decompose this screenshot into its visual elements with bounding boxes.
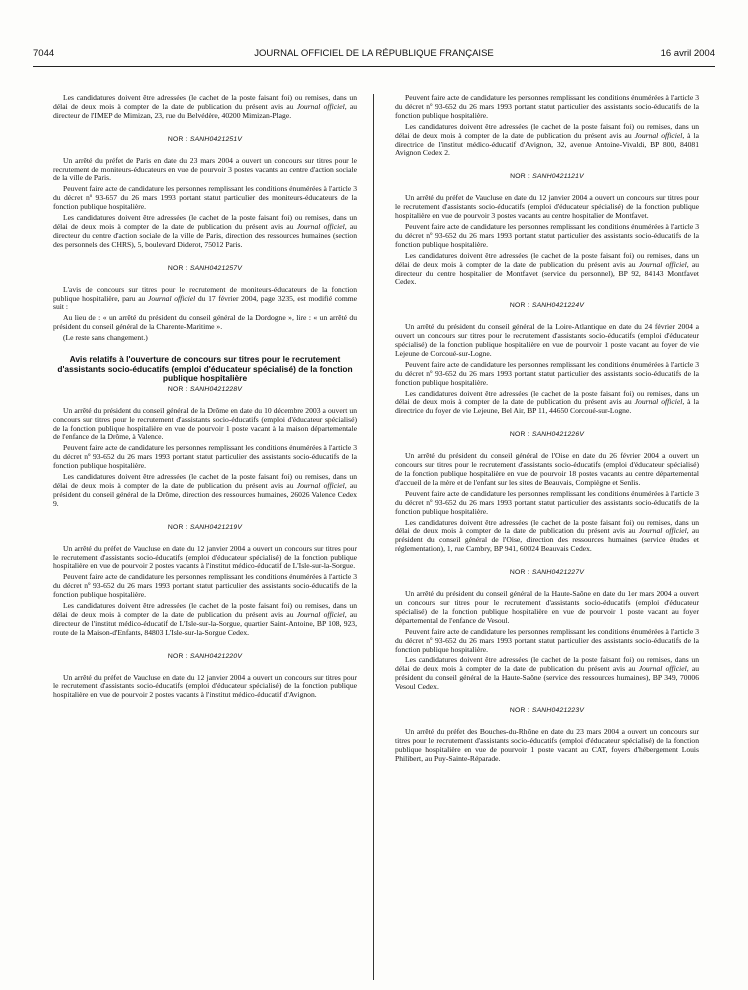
nor-reference	[53, 386, 357, 395]
nor-code: SANH0421121V	[532, 173, 584, 181]
paragraph: Un arrêté du président du conseil général de la Drôme en date du 10 décembre 2003 a ouvert un concours sur titres pour le recrutement d'assistants socio-éducatifs (emploi d'éducateur spécialisé) de la fonction publique hospitalière en vue de pourvoir 1 poste vacant à la maison départementale de l'enfance de la Drôme, à Valence.	[53, 405, 357, 442]
paragraph: Les candidatures doivent être adressées (le cachet de la poste faisant foi) ou remises, dans un délai de deux mois à compter de la date de publication du présent avis au Journal officiel, à la directrice de l'institut médico-éducatif d'Avignon, 32, avenue Antoine-Vivaldi, BP 800, 84081 Avignon Cedex 2.	[395, 121, 699, 158]
paragraph: Un arrêté du préfet de Vaucluse en date du 12 janvier 2004 a ouvert un concours sur titres pour le recrutement d'assistants socio-éducatifs (emploi d'éducateur spécialisé) de la fonction publique hospitalière en vue de pourvoir 2 postes vacants à l'institut médico-éducatif de L'Isle-sur-la-Sorgue.	[53, 543, 357, 571]
paragraph: Les candidatures doivent être adressées (le cachet de la poste faisant foi) ou remises, dans un délai de deux mois à compter de la date de publication du présent avis au Journal officiel, à la directrice du foyer de vie Lejeune, Bel Air, BP 11, 44650 Corcoué-sur-Logne.	[395, 388, 699, 416]
nor-label: NOR :	[167, 385, 190, 393]
nor-reference	[395, 569, 699, 578]
paragraph: Peuvent faire acte de candidature les personnes remplissant les conditions énumérées à l'article 3 du décret nº 93-652 du 26 mars 1993 portant statut particulier des assistants socio-éducatifs de la fonction publique hospitalière.	[395, 359, 699, 387]
nor-reference	[53, 136, 357, 145]
paragraph: Peuvent faire acte de candidature les personnes remplissant les conditions énumérées à l'article 3 du décret nº 93-652 du 26 mars 1993 portant statut particulier des assistants socio-éducatifs de la fonction publique hospitalière.	[395, 626, 699, 654]
right-column	[395, 94, 699, 766]
paragraph: Un arrêté du préfet de Paris en date du 23 mars 2004 a ouvert un concours sur titres pour le recrutement de moniteurs-éducateurs en vue de pourvoir 3 postes vacants au centre d'action sociale de la ville de Paris.	[53, 155, 357, 183]
paragraph: Peuvent faire acte de candidature les personnes remplissant les conditions énumérées à l'article 3 du décret nº 93-652 du 26 mars 1993 portant statut particulier des assistants socio-éducatifs de la fonction publique hospitalière.	[53, 443, 357, 471]
nor-label: NOR :	[509, 302, 532, 310]
paragraph: Un arrêté du préfet de Vaucluse en date du 12 janvier 2004 a ouvert un concours sur titres pour le recrutement d'assistants socio-éducatifs (emploi d'éducateur spécialisé) de la fonction publique hospitalière en vue de pourvoir 2 postes vacants à l'institut médico-éducatif d'Avignon.	[53, 672, 357, 700]
section-heading: Avis relatifs à l'ouverture de concours sur titres pour le recrutement d'assistants socio-éducatifs (emploi d'éducateur spécialisé) de la fonction publique hospitalière	[57, 354, 353, 384]
nor-reference	[53, 653, 357, 662]
nor-code: SANH0421226V	[531, 431, 585, 439]
paragraph: Peuvent faire acte de candidature les personnes remplissant les conditions énumérées à l'article 3 du décret nº 93-657 du 26 mars 1993 portant statut particulier des moniteurs-éducateurs de la fonction publique hospitalière.	[53, 184, 357, 212]
paragraph: Un arrêté du préfet des Bouches-du-Rhône en date du 23 mars 2004 a ouvert un concours sur titres pour le recrutement d'assistants socio-éducatifs (emploi d'éducateur spécialisé) de la fonction publique hospitalière en vue de pourvoir 1 poste vacant au CAT, foyers d'hébergement Louis Philibert, au Puy-Sainte-Réparade.	[395, 726, 699, 763]
nor-label: NOR :	[509, 707, 532, 715]
paragraph: Un arrêté du président du conseil général de l'Oise en date du 26 février 2004 a ouvert un concours sur titres pour le recrutement d'assistants socio-éducatifs (emploi d'éducateur spécialisé) de la fonction publique hospitalière en vue de pourvoir 18 postes vacants au centre départemental d'accueil de la mère et de l'enfant sur les sites de Beauvais, Compiègne et Senlis.	[395, 451, 699, 487]
paragraph: Peuvent faire acte de candidature les personnes remplissant les conditions énumérées à l'article 3 du décret nº 93-652 du 26 mars 1993 portant statut particulier des assistants socio-éducatifs de la fonction publique hospitalière.	[395, 221, 699, 249]
nor-label: NOR :	[167, 264, 190, 272]
column-divider	[373, 94, 374, 980]
publication-date: 16 avril 2004	[660, 48, 715, 59]
paragraph: Les candidatures doivent être adressées (le cachet de la poste faisant foi) ou remises, dans un délai de deux mois à compter de la date de publication du présent avis au Journal officiel, au directeur du centre hospitalier de Montfavet (service du personnel), BP 92, 84143 Montfavet Cedex.	[395, 250, 700, 287]
nor-reference	[395, 302, 699, 311]
paragraph: L'avis de concours sur titres pour le recrutement de moniteurs-éducateurs de la fonction publique hospitalière, paru au Journal officiel du 17 février 2004, page 3235, est modifié comme suit :	[53, 284, 358, 312]
nor-code: SANH0421220V	[189, 652, 243, 660]
paragraph: (Le reste sans changement.)	[63, 333, 148, 343]
paragraph: Un arrêté du préfet de Vaucluse en date du 12 janvier 2004 a ouvert un concours sur titres pour le recrutement d'assistants socio-éducatifs (emploi d'éducateur spécialisé) de la fonction publique hospitalière en vue de pourvoir 3 postes vacants au centre hospitalier de Montfavet.	[395, 193, 699, 221]
nor-label: NOR :	[509, 431, 532, 439]
paragraph: Peuvent faire acte de candidature les personnes remplissant les conditions énumérées à l'article 3 du décret nº 93-652 du 26 mars 1993 portant statut particulier des assistants socio-éducatifs de la fonction publique hospitalière.	[53, 572, 357, 600]
nor-code: SANH0421228V	[189, 385, 243, 393]
paragraph: Les candidatures doivent être adressées (le cachet de la poste faisant foi) ou remises, dans un délai de deux mois à compter de la date de publication du présent avis au Journal officiel, au président du conseil général de la Haute-Saône (service des ressources humaines), BP 349, 70006 Vesoul Cedex.	[395, 655, 700, 692]
left-column	[53, 94, 357, 702]
paragraph: Un arrêté du président du conseil général de la Loire-Atlantique en date du 24 février 2004 a ouvert un concours sur titres pour le recrutement d'assistants socio-éducatifs (emploi d'éducateur spécialisé) de la fonction publique hospitalière en vue de pourvoir 1 poste vacant au foyer de vie Lejeune de Corcoué-sur-Logne.	[395, 322, 699, 358]
nor-reference	[53, 524, 357, 533]
nor-label: NOR :	[167, 652, 190, 660]
nor-label: NOR :	[510, 173, 533, 181]
nor-reference	[395, 431, 699, 440]
nor-reference	[53, 265, 357, 274]
nor-code: SANH0421257V	[189, 264, 243, 272]
page-header	[33, 48, 715, 64]
header-rule	[33, 66, 715, 67]
nor-label: NOR :	[167, 135, 190, 143]
paragraph: Peuvent faire acte de candidature les personnes remplissant les conditions énumérées à l'article 3 du décret nº 93-652 du 26 mars 1993 portant statut particulier des assistants socio-éducatifs de la fonction publique hospitalière.	[395, 488, 699, 516]
paragraph: Les candidatures doivent être adressées (le cachet de la poste faisant foi) ou remises, dans un délai de deux mois à compter de la date de publication du présent avis au Journal officiel, au président du conseil général de la Drôme, direction des ressources humaines, 26026 Valence Cedex 9.	[53, 472, 358, 508]
nor-label: NOR :	[509, 569, 532, 577]
page-number: 7044	[33, 48, 55, 59]
nor-code: SANH0421227V	[531, 569, 585, 577]
nor-code: SANH0421251V	[189, 135, 243, 143]
nor-reference	[395, 707, 699, 716]
nor-code: SANH0421224V	[531, 302, 585, 310]
paragraph: Les candidatures doivent être adressées (le cachet de la poste faisant foi) ou remises, dans un délai de deux mois à compter de la date de publication du présent avis au Journal officiel, au directeur de l'institut médico-éducatif de L'Isle-sur-la-Sorgue, quartier Saint-Antoine, BP 108, 923, route de la Maison-d'Enfants, 84803 L'Isle-sur-la-Sorgue Cedex.	[53, 601, 358, 637]
paragraph: Peuvent faire acte de candidature les personnes remplissant les conditions énumérées à l'article 3 du décret nº 93-652 du 26 mars 1993 portant statut particulier des assistants socio-éducatifs de la fonction publique hospitalière.	[395, 93, 699, 120]
paragraph: Au lieu de : « un arrêté du président du conseil général de la Dordogne », lire : « un arrêté du président du conseil général de la Charente-Maritime ».	[53, 313, 357, 332]
nor-reference	[395, 173, 699, 182]
journal-title: JOURNAL OFFICIEL DE LA RÉPUBLIQUE FRANÇAISE	[254, 48, 494, 59]
paragraph: Les candidatures doivent être adressées (le cachet de la poste faisant foi) ou remises, dans un délai de deux mois à compter de la date de publication du présent avis au Journal officiel, au directeur du centre d'action sociale de la ville de Paris, direction des ressources humaines (section des personnels des CHRS), 5, boulevard Diderot, 75012 Paris.	[53, 213, 358, 249]
nor-code: SANH0421219V	[189, 523, 243, 531]
nor-label: NOR :	[167, 523, 190, 531]
paragraph: Un arrêté du président du conseil général de la Haute-Saône en date du 1er mars 2004 a ouvert un concours sur titres pour le recrutement d'assistants socio-éducatifs (emploi d'éducateur spécialisé) de la fonction publique hospitalière en vue de pourvoir 1 poste vacant au foyer départemental de l'enfance de Vesoul.	[395, 589, 699, 625]
nor-code: SANH0421223V	[531, 707, 585, 715]
paragraph: Les candidatures doivent être adressées (le cachet de la poste faisant foi) ou remises, dans un délai de deux mois à compter de la date de publication du présent avis au Journal officiel, au directeur de l'IMEP de Mimizan, 23, rue du Belvédère, 40200 Mimizan-Plage.	[53, 93, 358, 120]
paragraph: Les candidatures doivent être adressées (le cachet de la poste faisant foi) ou remises, dans un délai de deux mois à compter de la date de publication du présent avis au Journal officiel, au président du conseil général de l'Oise, direction des ressources humaines (service études et réglementation), 1, rue Cambry, BP 941, 60024 Beauvais Cedex.	[395, 517, 700, 554]
